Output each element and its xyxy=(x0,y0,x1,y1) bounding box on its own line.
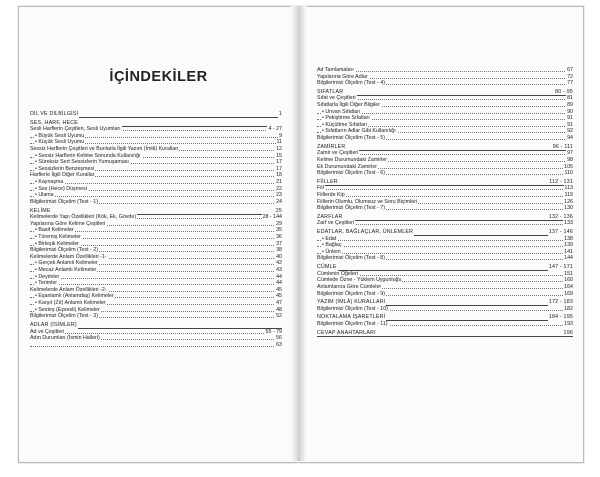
toc-entry-title: • Sessizlerin Benzeşmesi xyxy=(35,165,95,172)
toc-entry-title: Kelimelerde Yapı Özellikleri (Kök, Ek, Gövde) xyxy=(30,214,137,221)
toc-leader xyxy=(30,183,282,184)
toc-entry xyxy=(30,126,282,133)
toc-entry-title: • Eşanlamlı (Anlamdaş) Kelimeler xyxy=(35,293,114,300)
toc-section-heading xyxy=(317,144,573,151)
toc-entry-title: • Kaynaşma xyxy=(35,179,64,186)
toc-entry-title: • Büyük Sesli Uyumu xyxy=(35,132,85,139)
toc-section-heading xyxy=(317,214,573,221)
toc-entry xyxy=(317,192,573,199)
toc-entry-page: 17 xyxy=(276,159,282,166)
toc-entry xyxy=(317,157,573,164)
toc-entry xyxy=(317,122,573,129)
book-gutter xyxy=(291,6,307,461)
toc-entry-title: • Küçük Sesli Uyumu xyxy=(35,139,85,146)
toc-entry-title: • Sessiz Harflerin Kelime Sonunda Kullanılığı xyxy=(35,152,141,159)
toc-entry-page: 164 xyxy=(564,283,573,290)
toc-entry-title: Cümlenin Öğeleri xyxy=(317,270,358,277)
toc-entry-title: Bilgilerimizi Ölçelim (Test - 4) xyxy=(317,80,385,87)
toc-entry-page: 18 xyxy=(276,172,282,179)
toc-entry xyxy=(317,185,573,192)
toc-entry-page: 133 xyxy=(564,220,573,227)
toc-entry-title: Cümlede Özne - Yüklem Uygunluğu xyxy=(317,277,402,284)
open-book xyxy=(18,6,583,461)
toc-entry xyxy=(30,335,282,342)
toc-entry-title: Ad ve Çeşitleri xyxy=(30,328,65,335)
toc-section-heading xyxy=(317,89,573,96)
toc-entry-title: Kelimelerde Anlam Özellikleri -1- xyxy=(30,253,107,260)
toc-left-column xyxy=(30,111,282,348)
toc-entry xyxy=(30,199,282,206)
toc-entry xyxy=(30,300,282,307)
toc-entry-page: 35 xyxy=(276,227,282,234)
toc-entry-page: 44 xyxy=(276,273,282,280)
toc-entry-page: 67 xyxy=(567,67,573,73)
toc-entry xyxy=(317,150,573,157)
toc-entry-title: Fiillerin Olumlu, Olumsuz ve Soru Biçimleri xyxy=(317,198,418,205)
toc-entry-title: Bilgilerimizi Ölçelim (Test - 9) xyxy=(317,290,385,297)
toc-entry-title: Sessiz Harflerin Çeşitleri ve Bunlarla İlgili Yazım (İmlâ) Kuralları xyxy=(30,146,179,153)
toc-entry xyxy=(30,247,282,254)
toc-entry-page: 105 xyxy=(564,163,573,170)
toc-entry-page: 169 xyxy=(564,290,573,297)
toc-entry xyxy=(317,170,573,177)
toc-entry xyxy=(30,274,282,281)
toc-section-heading xyxy=(317,299,573,306)
toc-entry-page: 63 xyxy=(276,341,282,348)
toc-section-heading xyxy=(317,314,573,321)
toc-entry-title: Fiillerde Kip xyxy=(317,191,345,198)
left-page xyxy=(18,6,298,463)
toc-entry-title: • Gerçek Anlamlı Kelimeler xyxy=(35,260,98,267)
toc-entry-title: • Küçültme Sıfatları xyxy=(322,121,368,128)
toc-entry xyxy=(317,306,573,313)
toc-entry-page: 184 - 195 xyxy=(548,314,573,321)
toc-entry-page: 45 xyxy=(276,286,282,293)
toc-entry-page: 43 xyxy=(276,267,282,274)
toc-entry-title: • Terimler xyxy=(35,280,58,287)
toc-section-heading xyxy=(317,179,573,186)
toc-entry-page: 56 xyxy=(276,335,282,342)
toc-entry-title: Anlamlarına Göre Cümleler xyxy=(317,283,382,290)
toc-leader xyxy=(317,71,573,72)
toc-entry-title: Bilgilerimizi Ölçelim (Test - 3) xyxy=(30,313,98,320)
toc-entry-page: 137 - 146 xyxy=(548,229,573,236)
toc-entry xyxy=(317,321,573,328)
toc-entry-title: Bilgilerimizi Ölçelim (Test - 1) xyxy=(30,198,98,205)
toc-entry-page: 28 - 144 xyxy=(262,214,282,221)
toc-entry-title: Harflerle İlgili Diğer Kurallar xyxy=(30,172,95,179)
toc-entry xyxy=(30,186,282,193)
toc-leader xyxy=(30,346,282,347)
toc-entry-page: 22 xyxy=(276,185,282,192)
toc-entry-title: Ek Durumundaki Zamirler xyxy=(317,163,378,170)
toc-entry-page: 119 xyxy=(564,191,573,198)
toc-section-heading xyxy=(317,330,573,337)
toc-entry-page: 52 xyxy=(276,313,282,320)
toc-entry-title: ZAMİRLER xyxy=(317,143,346,150)
toc-entry-page: 42 xyxy=(276,260,282,267)
toc-entry-title: ZARFLAR xyxy=(317,213,343,220)
toc-entry-page: 193 xyxy=(564,320,573,327)
toc-entry xyxy=(317,277,573,284)
toc-entry-page: 80 - 95 xyxy=(555,88,573,95)
toc-entry-page: 160 xyxy=(564,277,573,284)
toc-entry-title: ADLAR (İSİMLER) xyxy=(30,321,77,328)
toc-entry-title: CÜMLE xyxy=(317,264,337,271)
toc-entry-title: • Birleşik Kelimeler xyxy=(35,240,79,247)
toc-entry xyxy=(317,115,573,122)
toc-entry-title: CEVAP ANAHTARLARI xyxy=(317,329,376,336)
toc-entry-title: • Ünlem xyxy=(322,248,341,255)
toc-entry-page: 24 xyxy=(276,198,282,205)
toc-entry xyxy=(30,293,282,300)
toc-entry-page: 139 xyxy=(564,242,573,249)
toc-entry-title: KELİME xyxy=(30,207,51,214)
toc-entry-title: Ad Tamlamaları xyxy=(317,67,354,73)
toc-leader xyxy=(317,224,573,225)
toc-entry-title: Yapılarına Göre Kelime Çeşitleri xyxy=(30,220,106,227)
toc-entry-page: 182 xyxy=(564,305,573,312)
toc-entry-page: 91 xyxy=(567,121,573,128)
toc-entry-title: Zarf ve Çeşitleri xyxy=(317,220,355,227)
toc-entry-page: 138 xyxy=(564,235,573,242)
toc-entry-title: • Sesteş (Eşsesli) Kelimeler xyxy=(35,306,100,313)
toc-section-heading xyxy=(30,120,282,127)
toc-leader xyxy=(317,196,573,197)
toc-entry xyxy=(317,109,573,116)
toc-entry xyxy=(30,234,282,241)
toc-leader xyxy=(30,284,282,285)
toc-entry-page: 92 xyxy=(567,128,573,135)
toc-entry-title: • Edat xyxy=(322,235,337,242)
toc-entry xyxy=(30,192,282,199)
toc-entry-page: 72 xyxy=(567,73,573,80)
toc-section-heading xyxy=(317,229,573,236)
toc-entry-page: 151 xyxy=(564,270,573,277)
toc-entry-title: Sesli Harflerin Çeşitleri, Sesli Uyumları xyxy=(30,126,121,133)
toc-entry-title: • Sıfatların Adlar Gibi Kullanılığı xyxy=(322,128,396,135)
toc-entry-title: Bilgilerimizi Ölçelim (Test - 8) xyxy=(317,255,385,262)
toc-entry-page: 113 xyxy=(564,185,573,192)
toc-entry xyxy=(317,284,573,291)
toc-entry-title: Sıfatlarla İlgili Diğer Bilgiler xyxy=(317,102,380,109)
toc-entry xyxy=(317,255,573,262)
toc-entry-page: 77 xyxy=(567,80,573,87)
toc-entry-page: 130 xyxy=(564,205,573,212)
toc-entry-page: 47 xyxy=(276,300,282,307)
right-page xyxy=(299,6,584,463)
toc-entry xyxy=(30,146,282,153)
toc-entry-page: 112 - 131 xyxy=(549,178,573,185)
toc-entry-page: 55 - 79 xyxy=(265,328,282,335)
toc-entry-title: SES, HARF, HECE xyxy=(30,119,79,126)
toc-entry xyxy=(30,287,282,294)
toc-entry xyxy=(30,227,282,234)
toc-entry xyxy=(30,153,282,160)
toc-entry-page: 147 - 171 xyxy=(548,264,573,271)
toc-entry xyxy=(317,135,573,142)
toc-leader xyxy=(317,253,573,254)
toc-entry xyxy=(30,179,282,186)
toc-entry-title: Bilgilerimizi Ölçelim (Test - 2) xyxy=(30,247,98,254)
toc-entry-title: Bilgilerimizi Ölçelim (Test - 7) xyxy=(317,205,385,212)
toc-entry-title: • Karşıt (Zıt) Anlamlı Kelimeler xyxy=(35,300,106,307)
toc-leader xyxy=(30,278,282,279)
toc-entry-page: 38 xyxy=(276,247,282,254)
toc-entry-title: • Ses (Hece) Düşmesi xyxy=(35,185,87,192)
toc-leader xyxy=(30,196,282,197)
toc-entry-page: 4 - 27 xyxy=(268,126,282,133)
toc-entry xyxy=(30,214,282,221)
toc-entry-page: 110 xyxy=(564,170,573,177)
toc-leader xyxy=(30,333,282,334)
toc-entry-title: • Pekiştirme Sıfatları xyxy=(322,115,370,122)
toc-entry xyxy=(317,220,573,227)
toc-entry-page: 9 xyxy=(279,132,282,139)
toc-leader xyxy=(317,189,573,190)
toc-entry xyxy=(317,291,573,298)
toc-entry-page: 91 xyxy=(567,115,573,122)
toc-entry-page: 44 xyxy=(276,280,282,287)
toc-entry-page: 96 - 111 xyxy=(552,143,573,150)
toc-entry xyxy=(30,133,282,140)
toc-entry-page: 45 xyxy=(276,293,282,300)
toc-section-heading xyxy=(317,264,573,271)
toc-entry-page: 196 xyxy=(563,329,573,336)
toc-entry xyxy=(317,102,573,109)
toc-entry-title: • Unvan Sıfatları xyxy=(322,108,361,115)
toc-entry-title: YAZIM (İMLÂ) KURALLARI xyxy=(317,299,386,306)
toc-entry-title: • Deyimler xyxy=(35,273,60,280)
toc-entry-page: 40 xyxy=(276,253,282,260)
toc-entry-page: 23 xyxy=(276,192,282,199)
toc-entry-page: 12 xyxy=(276,146,282,153)
toc-entry xyxy=(317,67,573,74)
toc-entry-page: 144 xyxy=(564,255,573,262)
toc-entry-title: • Süreksiz Sert Sessizlerin Yumuşaması xyxy=(35,159,129,166)
toc-entry-title: Bilgilerimizi Ölçelim (Test - 5) xyxy=(317,135,385,142)
toc-entry-page: 126 xyxy=(564,198,573,205)
toc-entry-title: EDATLAR, BAĞLAÇLAR, ÜNLEMLER xyxy=(317,229,414,236)
toc-entry-title: • Basit Kelimeler xyxy=(35,227,74,234)
toc-entry-page: 25 xyxy=(275,207,282,214)
toc-entry-page: 90 xyxy=(567,108,573,115)
toc-entry xyxy=(317,242,573,249)
toc-entry-title: Bilgilerimizi Ölçelim (Test - 10) xyxy=(317,305,388,312)
toc-entry-page: 48 xyxy=(276,306,282,313)
page-title: İÇİNDEKİLER xyxy=(109,69,208,85)
toc-entry-page: 94 xyxy=(567,135,573,142)
toc-entry-title: • Mecaz Anlamlı Kelimeler xyxy=(35,267,97,274)
toc-entry xyxy=(30,313,282,320)
toc-entry xyxy=(30,267,282,274)
toc-entry-page: 172 - 183 xyxy=(548,299,573,306)
toc-entry-page: 17 xyxy=(276,165,282,172)
toc-entry xyxy=(317,236,573,243)
toc-section-heading xyxy=(30,111,282,118)
toc-entry-page: 98 xyxy=(567,156,573,163)
toc-entry xyxy=(30,254,282,261)
toc-leader xyxy=(317,246,573,247)
toc-entry xyxy=(317,205,573,212)
toc-leader xyxy=(317,240,573,241)
toc-entry-page: 11 xyxy=(276,139,282,146)
toc-section-heading xyxy=(30,322,282,329)
toc-entry xyxy=(30,159,282,166)
toc-entry-page: 132 - 136 xyxy=(548,213,573,220)
toc-entry-title: DİL VE DİLBİLGİSİ xyxy=(30,111,79,117)
toc-entry-page: 37 xyxy=(276,240,282,247)
toc-entry-title: Kelimelerde Anlam Özellikleri -2- xyxy=(30,286,107,293)
toc-entry-title: Fiil xyxy=(317,185,324,192)
toc-entry-page: 15 xyxy=(276,152,282,159)
toc-entry-page: 141 xyxy=(564,248,573,255)
toc-entry-page: 89 xyxy=(567,102,573,109)
toc-entry-page: 36 xyxy=(276,233,282,240)
toc-entry-page: 97 xyxy=(567,150,573,157)
toc-entry xyxy=(30,280,282,287)
toc-entry-title: Yapılarına Göre Adlar xyxy=(317,73,368,80)
toc-entry-title: Bilgilerimizi Ölçelim (Test - 6) xyxy=(317,170,385,177)
toc-entry xyxy=(30,260,282,267)
toc-entry-title: NOKTALAMA İŞARETLERİ xyxy=(317,314,386,321)
toc-entry-title: • Türemiş Kelimeler xyxy=(35,233,81,240)
toc-entry xyxy=(30,221,282,228)
toc-entry-title: FİİLLER xyxy=(317,178,338,185)
toc-entry xyxy=(30,342,282,349)
toc-entry-page: 29 xyxy=(276,220,282,227)
toc-right-column xyxy=(317,67,573,336)
toc-entry-page: 81 xyxy=(567,95,573,102)
toc-entry xyxy=(30,172,282,179)
toc-entry xyxy=(317,80,573,87)
toc-entry-page: 21 xyxy=(276,179,282,186)
toc-entry-title: Zamir ve Çeşitleri xyxy=(317,150,359,157)
toc-entry-title: Kelime Durumundaki Zamirler xyxy=(317,156,388,163)
toc-entry-title: Bilgilerimizi Ölçelim (Test - 11) xyxy=(317,320,388,327)
toc-entry-title: Adın Durumları (İsmin Halleri) xyxy=(30,335,100,342)
toc-entry-title: • Ulama xyxy=(35,192,54,199)
toc-entry-page: 1 xyxy=(278,111,282,117)
toc-entry-title: • Bağlaç xyxy=(322,242,342,249)
toc-entry-title: SIFATLAR xyxy=(317,88,344,95)
toc-entry-title: Sıfat ve Çeşitleri xyxy=(317,95,356,102)
